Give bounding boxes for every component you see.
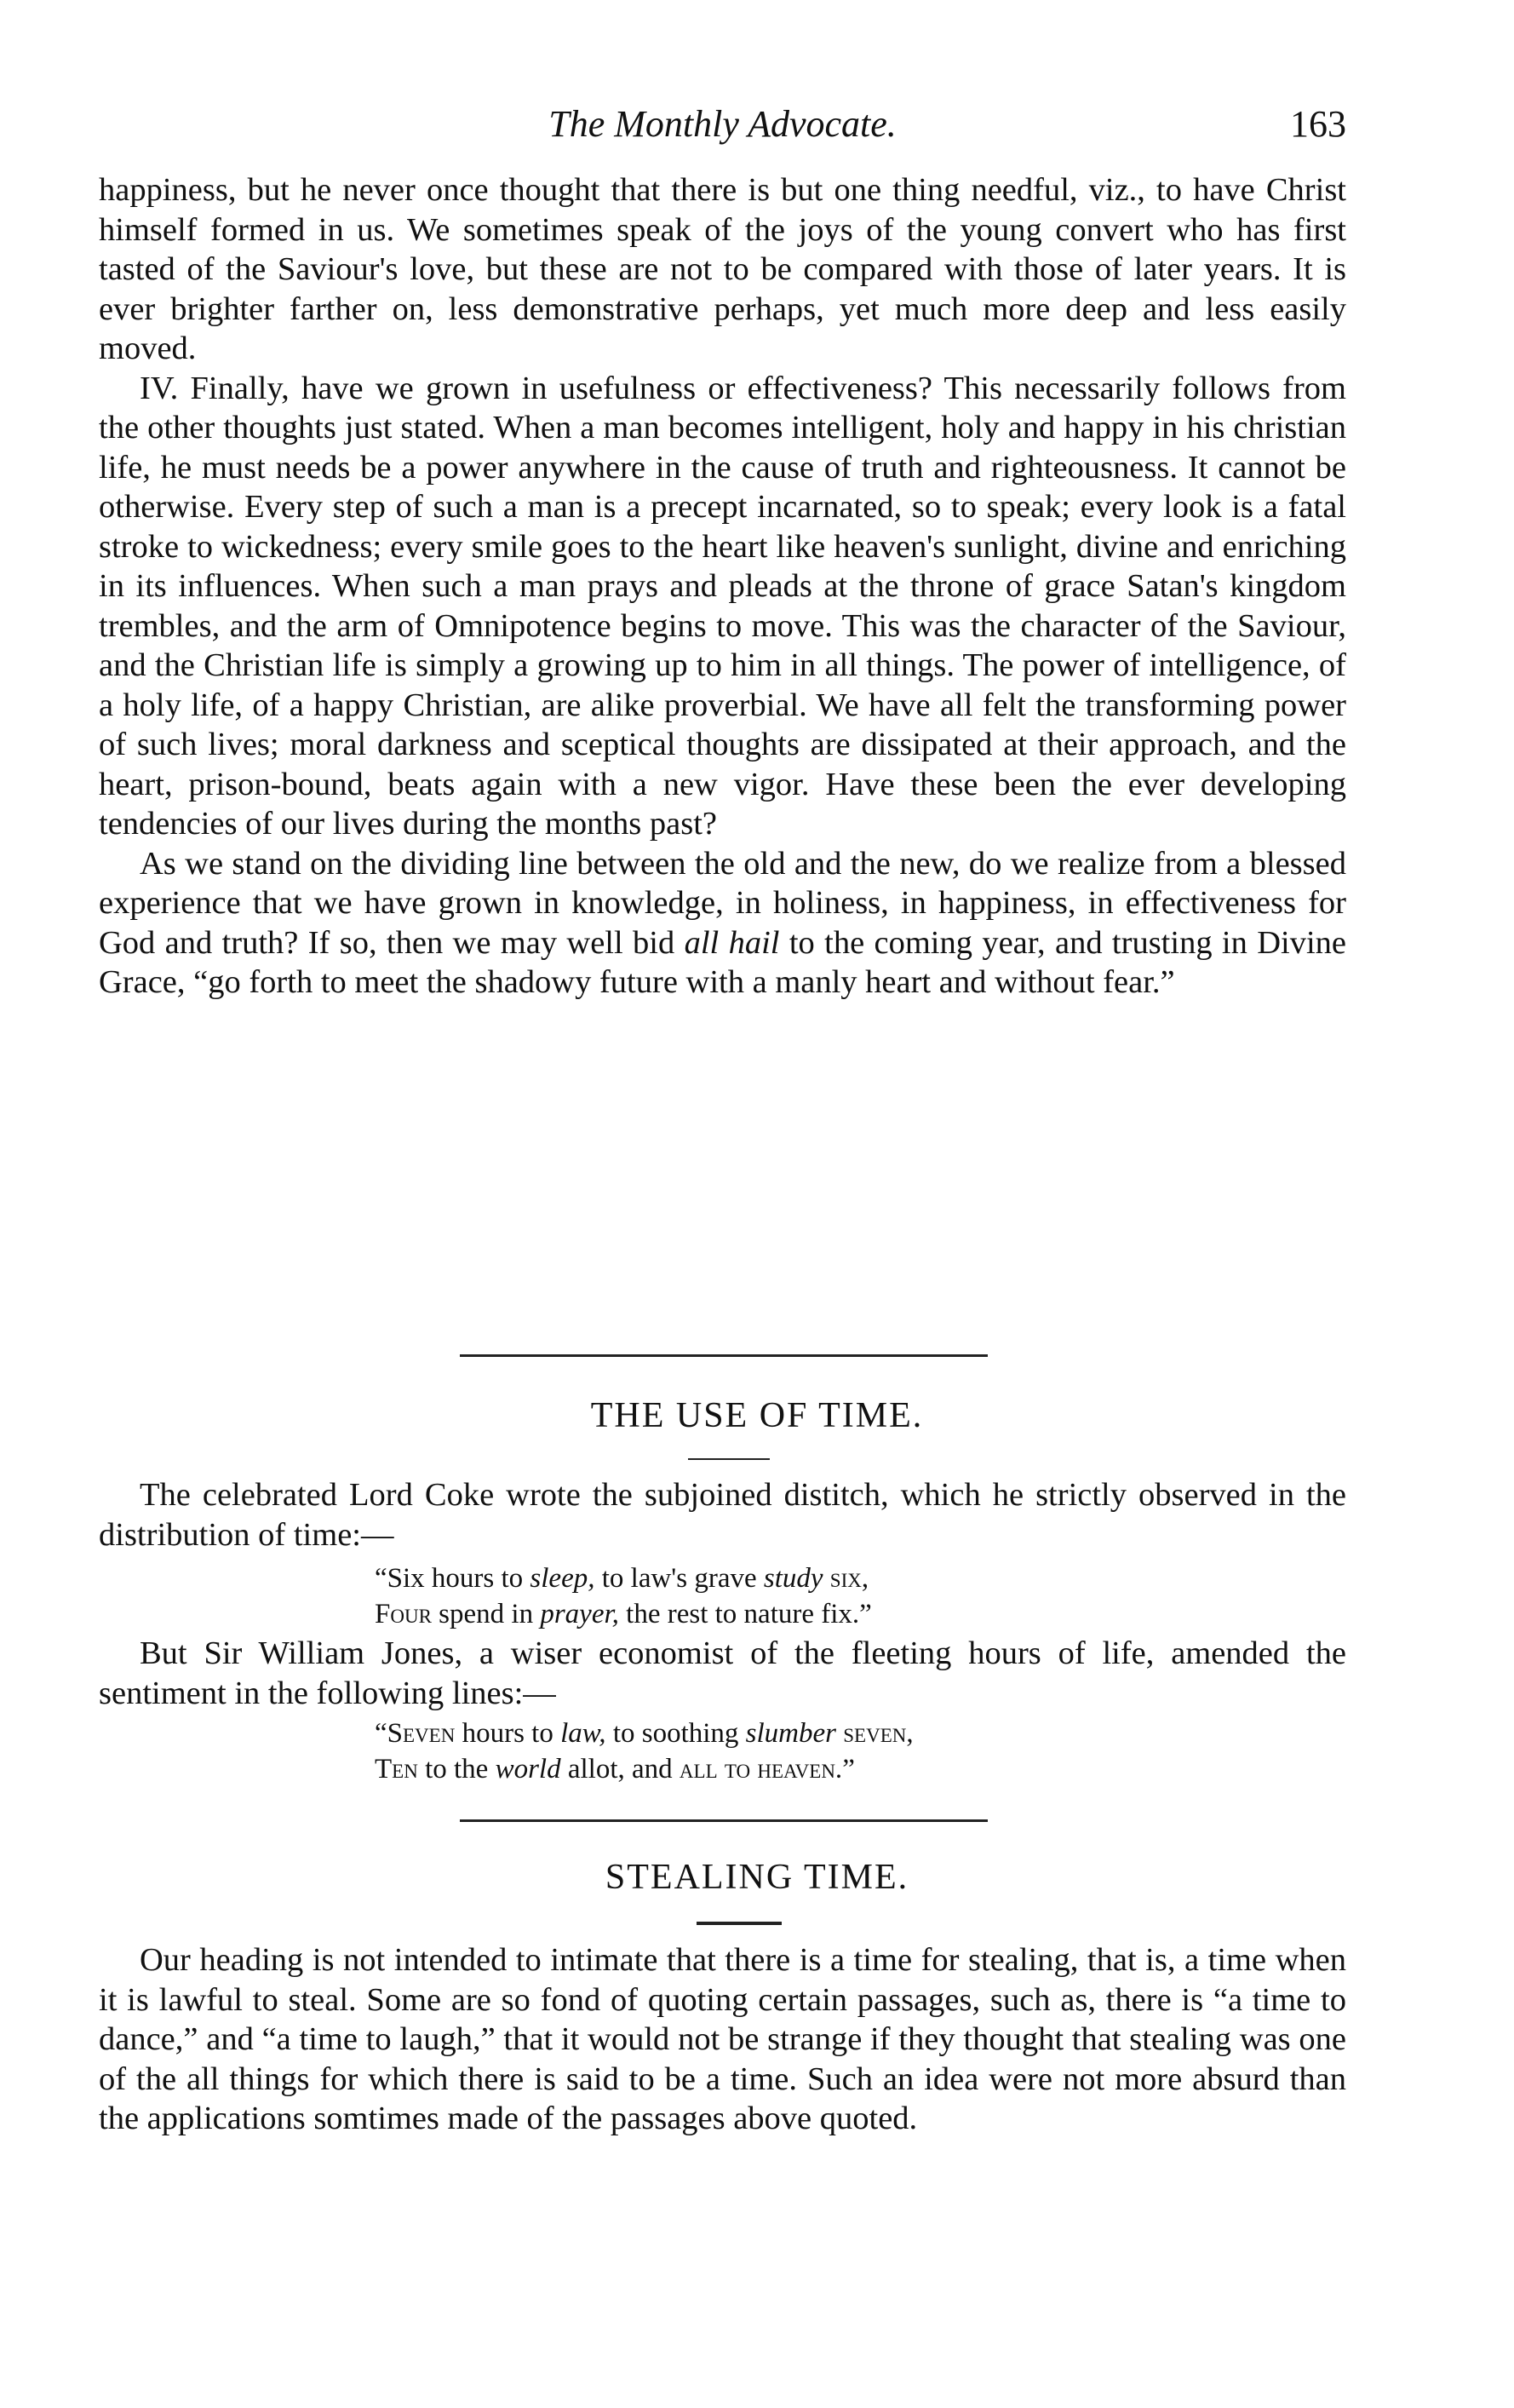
verse-small-caps: Four bbox=[375, 1599, 432, 1629]
section-divider-rule bbox=[460, 1819, 988, 1822]
closing-text-emphasis: all hail bbox=[684, 924, 780, 961]
verse-text: allot, and bbox=[560, 1754, 680, 1784]
verse-text: spend in bbox=[431, 1599, 541, 1629]
verse-emphasis: world bbox=[495, 1754, 561, 1784]
section-divider-rule bbox=[460, 1354, 988, 1357]
distich-lord-coke bbox=[375, 1560, 872, 1632]
paragraph-william-jones: But Sir William Jones, a wiser economist of the fleeting hours of life, amended the sentiment in the following lines:— bbox=[99, 1635, 1346, 1711]
distich-line-2 bbox=[375, 1751, 914, 1787]
verse-text: to law's grave bbox=[594, 1563, 764, 1594]
closing-text-end: to the coming year, and trusting in Divine Grace, “go forth to meet the shadowy future with a manly heart and without fear.” bbox=[99, 924, 1346, 1000]
paragraph-usefulness: IV. Finally, have we grown in usefulness or effectiveness? This necessarily follows from the other thoughts just stated. When a man becomes intelligent, holy and happy in his christian life, he must needs be a power anywhere in the cause of truth and righteousness. It cannot be otherwise. Every step of such a man is a precept incarnated, so to speak; every look is a fatal stroke to wickedness; every smile goes to the heart like heaven's sunlight, divine and enriching in its influences. When such a man prays and pleads at the throne of grace Satan's kingdom trembles, and the arm of Omnipotence begins to move. This was the character of the Saviour, and the Christian life is simply a growing up to him in all things. The power of intelligence, of a holy life, of a happy Christian, are alike proverbial. We have all felt the transforming power of such lives; moral darkness and sceptical thoughts are dissipated at their approach, and the heart, prison-bound, beats again with a new vigor. Have these been the ever developing tendencies of our lives during the months past? bbox=[99, 370, 1346, 842]
verse-text: ” bbox=[842, 1754, 855, 1784]
paragraph-happiness: happiness, but he never once thought that there is but one thing needful, viz., to have Christ himself formed in us. We sometimes speak of the joys of the young convert who has first tasted of the Saviour's love, but these are not to be compared with those of later years. It is ever brighter farther on, less demonstrative perhaps, yet much more deep and less easily moved. bbox=[99, 172, 1346, 366]
verse-text: hours to bbox=[455, 1718, 561, 1749]
closing-text-start: As we stand on the dividing line between the old and the new, do we realize from a blessed experience that we have grown in knowledge, in holiness, in happiness, in effectiveness for God and truth? If so, then we may well bid bbox=[99, 845, 1346, 961]
verse-emphasis: slumber bbox=[745, 1718, 837, 1749]
verse-small-caps: all to heaven. bbox=[679, 1754, 843, 1784]
verse-small-caps: Ten bbox=[375, 1754, 418, 1784]
verse-text: “Six hours to bbox=[375, 1563, 530, 1594]
verse-text: to the bbox=[417, 1754, 496, 1784]
section-heading-use-of-time: THE USE OF TIME. bbox=[590, 1396, 924, 1435]
verse-text: the rest to nature fix.” bbox=[618, 1599, 872, 1629]
heading-underline-rule bbox=[697, 1922, 782, 1925]
verse-small-caps: seven, bbox=[836, 1718, 914, 1749]
verse-emphasis: law, bbox=[560, 1718, 606, 1749]
verse-emphasis: prayer, bbox=[540, 1599, 619, 1629]
distich-line-1 bbox=[375, 1715, 914, 1751]
page-number: 163 bbox=[1290, 103, 1346, 145]
journal-title: The Monthly Advocate. bbox=[548, 103, 897, 145]
verse-emphasis: study bbox=[763, 1563, 823, 1594]
verse-small-caps: six, bbox=[823, 1563, 869, 1594]
heading-underline-rule bbox=[688, 1458, 770, 1460]
distich-william-jones bbox=[375, 1715, 914, 1787]
distich-line-2 bbox=[375, 1596, 872, 1632]
verse-emphasis: sleep, bbox=[530, 1563, 595, 1594]
verse-small-caps: “Seven bbox=[375, 1718, 456, 1749]
article-continuation bbox=[99, 170, 1346, 1003]
section-heading-stealing-time: STEALING TIME. bbox=[605, 1858, 909, 1897]
paragraph-closing bbox=[99, 844, 1346, 1003]
paragraph-lord-coke: The celebrated Lord Coke wrote the subjoined distitch, which he strictly observed in the distribution of time:— bbox=[99, 1477, 1346, 1553]
running-head bbox=[99, 102, 1346, 153]
distich-line-1 bbox=[375, 1560, 872, 1596]
verse-text: to soothing bbox=[605, 1718, 746, 1749]
paragraph-stealing-time: Our heading is not intended to intimate that there is a time for stealing, that is, a time when it is lawful to steal. Some are so fond of quoting certain passages, such as, there is “a time to dance,” and “a time to laugh,” that it would not be strange if they thought that stealing was one of the all things for which there is said to be a time. Such an idea were not more absurd than the applications somtimes made of the passages above quoted. bbox=[99, 1942, 1346, 2136]
